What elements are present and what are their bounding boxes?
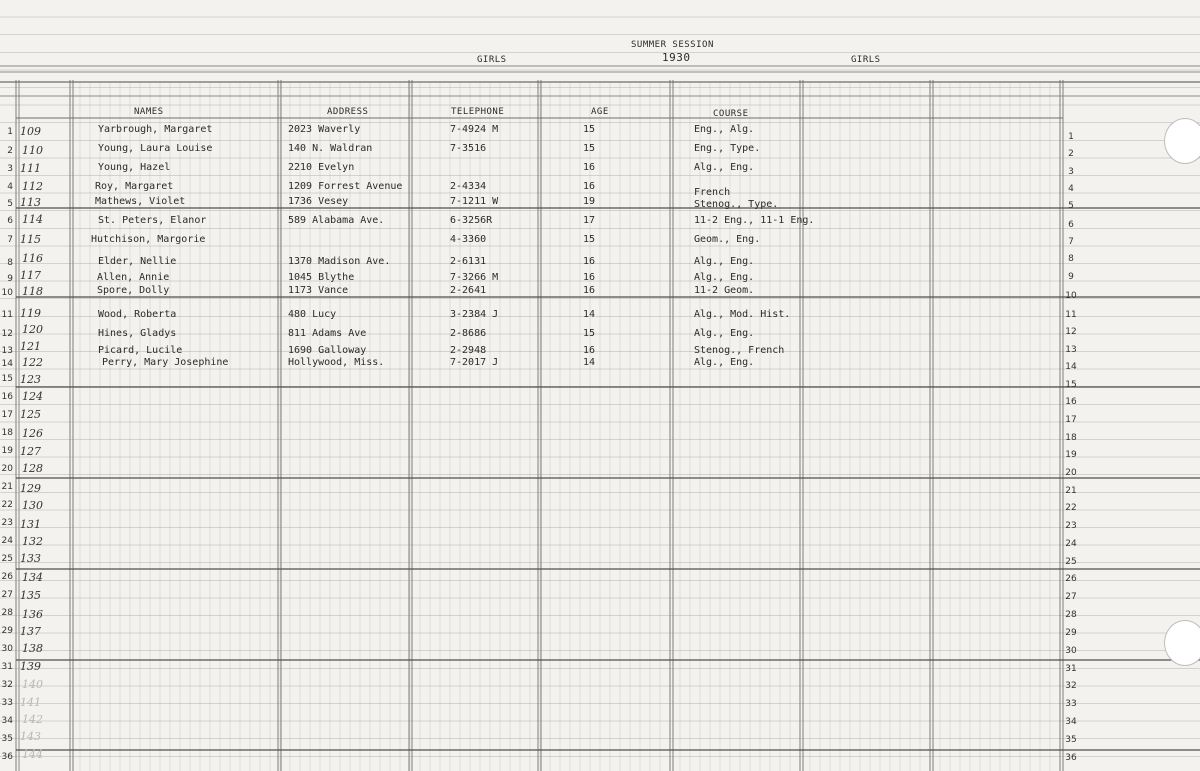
record-course: Eng., Alg. — [694, 124, 755, 135]
handwritten-record-id: 144 — [22, 748, 43, 761]
record-course: Stenog., French — [694, 345, 785, 356]
record-name: Mathews, Violet — [95, 196, 186, 207]
record-address: 140 N. Waldran — [288, 143, 373, 154]
left-line-number: 10 — [1, 288, 13, 298]
right-line-number: 19 — [1065, 450, 1077, 460]
right-line-number: 20 — [1065, 468, 1077, 478]
left-line-number: 33 — [1, 698, 13, 708]
right-line-number: 23 — [1065, 521, 1077, 531]
left-line-number: 36 — [1, 752, 13, 762]
record-course: French — [694, 187, 731, 198]
handwritten-record-id: 124 — [22, 390, 43, 403]
handwritten-record-id: 122 — [22, 356, 43, 369]
right-line-number: 4 — [1068, 184, 1074, 194]
left-line-number: 19 — [1, 446, 13, 456]
record-telephone: 7-2017 J — [450, 357, 499, 368]
left-line-number: 14 — [1, 359, 13, 369]
right-line-number: 21 — [1065, 486, 1077, 496]
record-age: 16 — [583, 285, 596, 296]
right-line-number: 9 — [1068, 272, 1074, 282]
record-age: 15 — [583, 328, 596, 339]
record-name: Roy, Margaret — [95, 181, 174, 192]
right-line-number: 5 — [1068, 201, 1074, 211]
right-line-number: 22 — [1065, 503, 1077, 513]
handwritten-record-id: 135 — [20, 589, 41, 602]
handwritten-record-id: 143 — [20, 730, 41, 743]
right-line-number: 17 — [1065, 415, 1077, 425]
record-age: 16 — [583, 162, 596, 173]
handwritten-record-id: 138 — [22, 642, 43, 655]
handwritten-record-id: 137 — [20, 625, 41, 638]
left-line-number: 15 — [1, 374, 13, 384]
binder-hole-bottom — [1164, 620, 1200, 666]
record-course: Alg., Eng. — [694, 272, 755, 283]
right-line-number: 13 — [1065, 345, 1077, 355]
left-line-number: 26 — [1, 572, 13, 582]
handwritten-record-id: 116 — [22, 252, 43, 265]
handwritten-record-id: 139 — [20, 660, 41, 673]
left-line-number: 16 — [1, 392, 13, 402]
record-address: 480 Lucy — [288, 309, 337, 320]
record-address: 589 Alabama Ave. — [288, 215, 385, 226]
right-line-number: 33 — [1065, 699, 1077, 709]
column-header-age: AGE — [591, 107, 609, 117]
record-course: Geom., Eng. — [694, 234, 761, 245]
right-line-number: 27 — [1065, 592, 1077, 602]
right-line-number: 29 — [1065, 628, 1077, 638]
left-line-number: 22 — [1, 500, 13, 510]
record-address: 1045 Blythe — [288, 272, 355, 283]
record-telephone: 2-6131 — [450, 256, 487, 267]
right-line-number: 6 — [1068, 220, 1074, 230]
handwritten-record-id: 121 — [20, 340, 41, 353]
left-line-number: 9 — [7, 274, 13, 284]
handwritten-record-id: 128 — [22, 462, 43, 475]
left-girls-label: GIRLS — [477, 55, 507, 65]
handwritten-record-id: 118 — [22, 285, 43, 298]
left-line-number: 18 — [1, 428, 13, 438]
handwritten-record-id: 142 — [22, 713, 43, 726]
right-line-number: 25 — [1065, 557, 1077, 567]
left-line-number: 29 — [1, 626, 13, 636]
left-line-number: 7 — [7, 235, 13, 245]
right-line-number: 32 — [1065, 681, 1077, 691]
handwritten-record-id: 117 — [20, 269, 41, 282]
left-line-number: 20 — [1, 464, 13, 474]
left-line-number: 27 — [1, 590, 13, 600]
record-age: 15 — [583, 234, 596, 245]
binder-hole-top — [1164, 118, 1200, 164]
record-course: Alg., Eng. — [694, 162, 755, 173]
left-line-number: 34 — [1, 716, 13, 726]
right-line-number: 36 — [1065, 753, 1077, 763]
record-name: Wood, Roberta — [98, 309, 177, 320]
column-header-course: COURSE — [713, 109, 749, 119]
record-course: 11-2 Eng., 11-1 Eng. — [694, 215, 815, 226]
right-line-number: 16 — [1065, 397, 1077, 407]
record-name: Picard, Lucile — [98, 345, 183, 356]
record-course: Stenog., Type. — [694, 199, 779, 210]
record-age: 16 — [583, 272, 596, 283]
handwritten-record-id: 127 — [20, 445, 41, 458]
record-age: 15 — [583, 124, 596, 135]
record-name: Yarbrough, Margaret — [98, 124, 213, 135]
record-age: 16 — [583, 181, 596, 192]
right-line-number: 18 — [1065, 433, 1077, 443]
record-name: Young, Laura Louise — [98, 143, 213, 154]
handwritten-record-id: 141 — [20, 696, 41, 709]
record-age: 16 — [583, 345, 596, 356]
record-telephone: 7-3516 — [450, 143, 487, 154]
right-line-number: 34 — [1065, 717, 1077, 727]
record-course: Alg., Eng. — [694, 328, 755, 339]
left-line-number: 12 — [1, 329, 13, 339]
record-telephone: 7-3266 M — [450, 272, 499, 283]
handwritten-record-id: 109 — [20, 125, 41, 138]
right-line-number: 35 — [1065, 735, 1077, 745]
right-line-number: 30 — [1065, 646, 1077, 656]
sheet-title: SUMMER SESSION — [631, 40, 714, 50]
left-line-number: 6 — [7, 216, 13, 226]
left-line-number: 21 — [1, 482, 13, 492]
handwritten-record-id: 111 — [20, 162, 41, 175]
handwritten-record-id: 115 — [20, 233, 41, 246]
left-line-number: 32 — [1, 680, 13, 690]
left-line-number: 2 — [7, 146, 13, 156]
record-name: Allen, Annie — [97, 272, 170, 283]
right-line-number: 12 — [1065, 327, 1077, 337]
right-line-number: 11 — [1065, 310, 1077, 320]
right-line-number: 7 — [1068, 237, 1074, 247]
record-address: 811 Adams Ave — [288, 328, 367, 339]
left-line-number: 17 — [1, 410, 13, 420]
column-header-telephone: TELEPHONE — [451, 107, 505, 117]
record-address: 1736 Vesey — [288, 196, 349, 207]
record-course: 11-2 Geom. — [694, 285, 755, 296]
handwritten-record-id: 119 — [20, 307, 41, 320]
handwritten-record-id: 120 — [22, 323, 43, 336]
column-header-names: NAMES — [134, 107, 164, 117]
left-line-number: 5 — [7, 199, 13, 209]
record-name: Hines, Gladys — [98, 328, 177, 339]
right-line-number: 3 — [1068, 167, 1074, 177]
handwritten-record-id: 131 — [20, 518, 41, 531]
handwritten-record-id: 129 — [20, 482, 41, 495]
left-line-number: 3 — [7, 164, 13, 174]
record-telephone: 2-2948 — [450, 345, 487, 356]
left-line-number: 23 — [1, 518, 13, 528]
handwritten-record-id: 140 — [22, 678, 43, 691]
record-telephone: 3-2384 J — [450, 309, 499, 320]
left-line-number: 24 — [1, 536, 13, 546]
right-line-number: 2 — [1068, 149, 1074, 159]
record-course: Alg., Mod. Hist. — [694, 309, 791, 320]
record-course: Alg., Eng. — [694, 357, 755, 368]
right-line-number: 28 — [1065, 610, 1077, 620]
left-line-number: 4 — [7, 182, 13, 192]
right-line-number: 14 — [1065, 362, 1077, 372]
handwritten-record-id: 133 — [20, 552, 41, 565]
record-name: Spore, Dolly — [97, 285, 170, 296]
record-address: 1209 Forrest Avenue — [288, 181, 403, 192]
right-line-number: 1 — [1068, 132, 1074, 142]
record-address: 2023 Waverly — [288, 124, 361, 135]
handwritten-record-id: 130 — [22, 499, 43, 512]
handwritten-record-id: 113 — [20, 196, 41, 209]
right-line-number: 8 — [1068, 254, 1074, 264]
right-line-number: 15 — [1065, 380, 1077, 390]
record-address: 1690 Galloway — [288, 345, 367, 356]
left-line-number: 25 — [1, 554, 13, 564]
record-age: 14 — [583, 309, 596, 320]
column-header-address: ADDRESS — [327, 107, 369, 117]
record-address: 2210 Evelyn — [288, 162, 355, 173]
record-age: 17 — [583, 215, 596, 226]
record-telephone: 4-3360 — [450, 234, 487, 245]
record-telephone: 7-1211 W — [450, 196, 499, 207]
left-line-number: 1 — [7, 127, 13, 137]
handwritten-record-id: 126 — [22, 427, 43, 440]
record-age: 14 — [583, 357, 596, 368]
right-girls-label: GIRLS — [851, 55, 881, 65]
handwritten-record-id: 125 — [20, 408, 41, 421]
right-line-number: 31 — [1065, 664, 1077, 674]
right-line-number: 24 — [1065, 539, 1077, 549]
right-line-number: 10 — [1065, 291, 1077, 301]
left-line-number: 35 — [1, 734, 13, 744]
left-line-number: 31 — [1, 662, 13, 672]
left-line-number: 28 — [1, 608, 13, 618]
record-name: Perry, Mary Josephine — [102, 357, 229, 368]
record-name: Elder, Nellie — [98, 256, 177, 267]
record-name: Young, Hazel — [98, 162, 171, 173]
handwritten-record-id: 136 — [22, 608, 43, 621]
record-age: 15 — [583, 143, 596, 154]
record-telephone: 2-2641 — [450, 285, 487, 296]
record-age: 19 — [583, 196, 596, 207]
left-line-number: 13 — [1, 346, 13, 356]
sheet-year: 1930 — [662, 51, 691, 64]
record-telephone: 7-4924 M — [450, 124, 499, 135]
handwritten-record-id: 112 — [22, 180, 43, 193]
left-line-number: 8 — [7, 258, 13, 268]
right-line-number: 26 — [1065, 574, 1077, 584]
handwritten-record-id: 134 — [22, 571, 43, 584]
record-address: Hollywood, Miss. — [288, 357, 385, 368]
record-age: 16 — [583, 256, 596, 267]
handwritten-record-id: 110 — [22, 144, 43, 157]
left-line-number: 30 — [1, 644, 13, 654]
left-line-number: 11 — [1, 310, 13, 320]
record-name: St. Peters, Elanor — [98, 215, 207, 226]
record-course: Eng., Type. — [694, 143, 761, 154]
record-address: 1370 Madison Ave. — [288, 256, 391, 267]
record-address: 1173 Vance — [288, 285, 349, 296]
handwritten-record-id: 123 — [20, 373, 41, 386]
handwritten-record-id: 114 — [22, 213, 43, 226]
handwritten-record-id: 132 — [22, 535, 43, 548]
record-course: Alg., Eng. — [694, 256, 755, 267]
record-name: Hutchison, Margorie — [91, 234, 206, 245]
record-telephone: 2-4334 — [450, 181, 487, 192]
record-telephone: 6-3256R — [450, 215, 493, 226]
record-telephone: 2-8686 — [450, 328, 487, 339]
